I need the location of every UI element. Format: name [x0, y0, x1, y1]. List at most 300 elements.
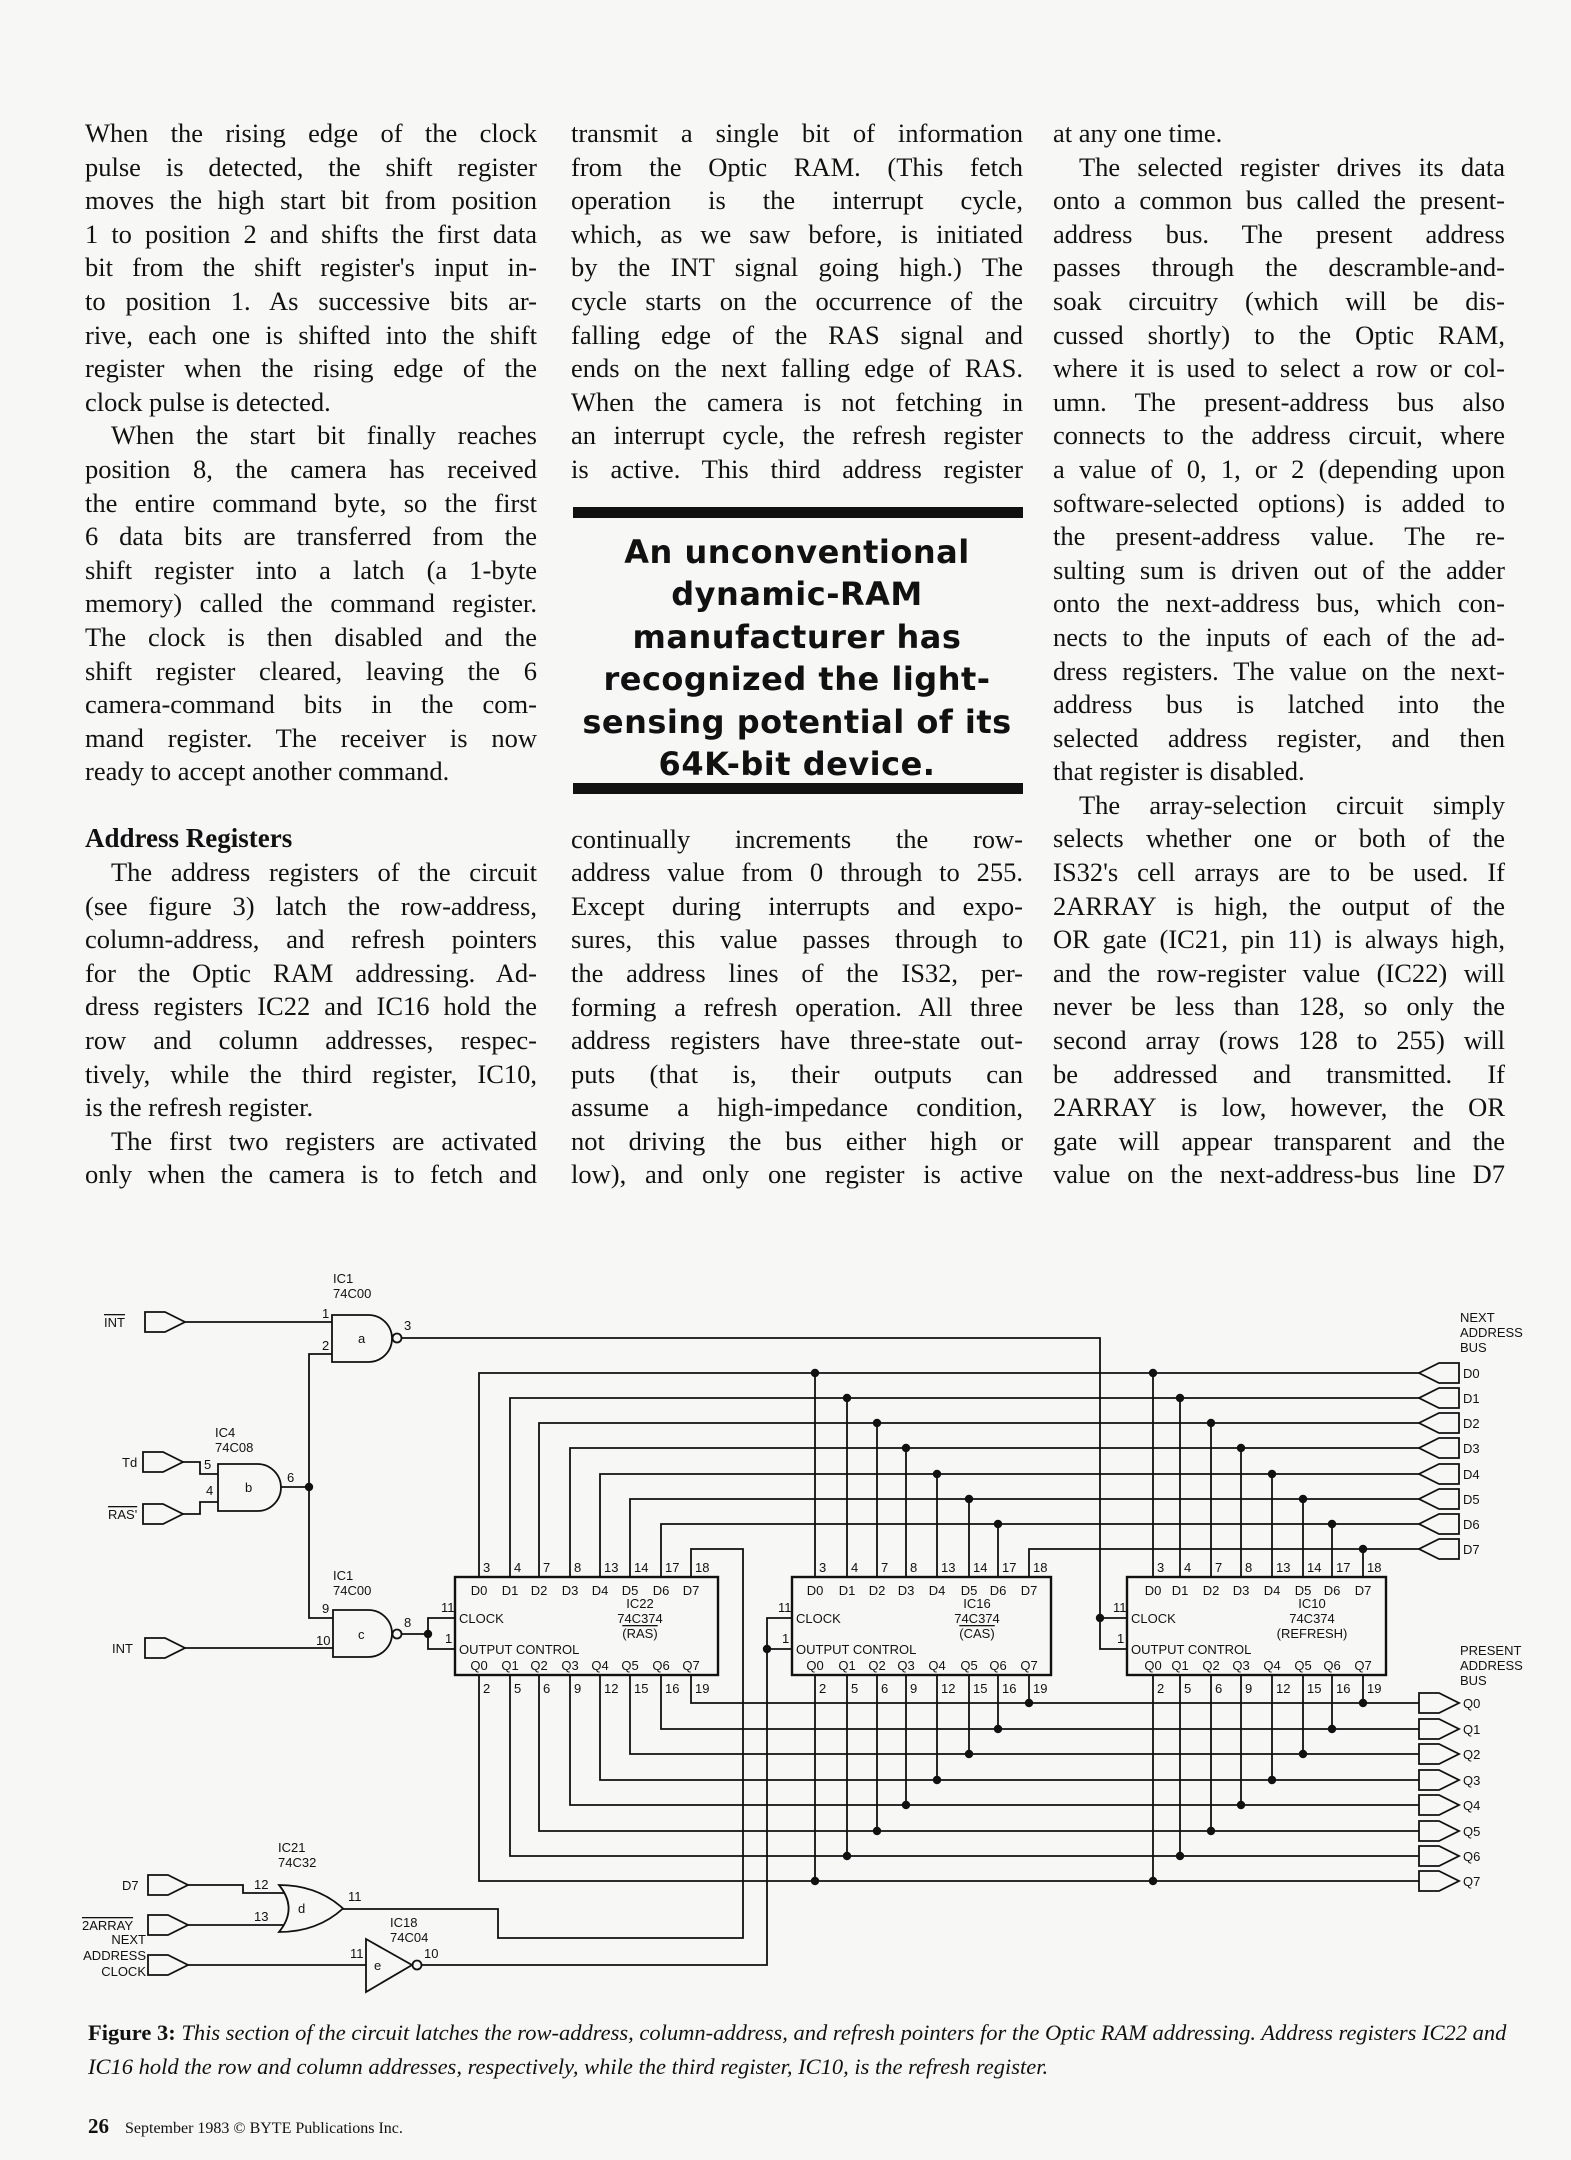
wire — [188, 1885, 284, 1893]
figure-3-schematic — [0, 1260, 1571, 2010]
text-line: software-selected options) is added to — [1053, 487, 1505, 518]
wire — [539, 1675, 1419, 1831]
gate-part-label: 74C04 — [390, 1930, 429, 1945]
section-heading: Address Registers — [85, 823, 293, 854]
pin-number: 9 — [322, 1601, 330, 1616]
text-line: shift register cleared, leaving the 6 — [85, 655, 537, 686]
text-line: for the Optic RAM addressing. Ad- — [85, 957, 537, 988]
pin-number: 2 — [1157, 1681, 1165, 1696]
q-output-label: Q5 — [1294, 1658, 1312, 1673]
pin-number: 15 — [1307, 1681, 1322, 1696]
q-output-label: Q6 — [652, 1658, 670, 1673]
wire — [570, 1448, 1419, 1577]
present-address-bus-connector — [1419, 1871, 1459, 1891]
d-input-label: D2 — [868, 1583, 886, 1598]
paragraph — [85, 117, 537, 419]
text-line: 2ARRAY is low, however, the OR — [1053, 1092, 1505, 1123]
text-line: When the camera is not fetching in — [571, 386, 1023, 417]
pin-number: 13 — [604, 1560, 619, 1575]
pin-number: 17 — [665, 1560, 680, 1575]
pin-number: 6 — [881, 1681, 889, 1696]
d-input-label: D1 — [501, 1583, 519, 1598]
text-line: forming a refresh operation. All three — [571, 991, 1023, 1022]
pin-number: 16 — [665, 1681, 680, 1696]
d-input-label: D4 — [591, 1583, 609, 1598]
text-line: value on the next-address-bus line D7 — [1053, 1159, 1505, 1190]
pin-number: 9 — [910, 1681, 918, 1696]
pin-number: 4 — [514, 1560, 522, 1575]
next-address-bus-line-label: D7 — [1463, 1542, 1480, 1557]
gate-ic-label: IC21 — [278, 1840, 306, 1855]
d-input-label: D2 — [1202, 1583, 1220, 1598]
junction-dot — [811, 1369, 819, 1377]
present-address-bus-line-label: Q5 — [1463, 1824, 1481, 1839]
register-ic-label: IC10 — [1298, 1596, 1326, 1611]
text-line: not driving the bus either high or — [571, 1125, 1023, 1156]
junction-dot — [1299, 1495, 1307, 1503]
pin-number: 2 — [322, 1338, 330, 1353]
pin-number: 17 — [1002, 1560, 1017, 1575]
pin-number: 18 — [1033, 1560, 1048, 1575]
pin-number: 1 — [1117, 1631, 1125, 1646]
pin-number: 10 — [424, 1946, 439, 1961]
pull-quote — [571, 487, 1023, 823]
gate-ic-label: IC1 — [333, 1271, 354, 1286]
pin-number: 12 — [604, 1681, 619, 1696]
register-role-label: (REFRESH) — [1276, 1626, 1348, 1641]
text-line: umn. The present-address bus also — [1053, 386, 1505, 417]
q-output-label: Q1 — [838, 1658, 856, 1673]
text-line: pulse is detected, the shift register — [85, 151, 537, 182]
q-output-label: Q2 — [1202, 1658, 1220, 1673]
junction-dot — [843, 1394, 851, 1402]
next-address-bus-connector — [1419, 1539, 1459, 1559]
d-input-label: D3 — [897, 1583, 915, 1598]
inversion-bubble — [393, 1630, 402, 1639]
pin-number: 15 — [973, 1681, 988, 1696]
pin-number: 5 — [1184, 1681, 1192, 1696]
gate-part-label: 74C32 — [278, 1855, 317, 1870]
text-line: sures, this value passes through to — [571, 924, 1023, 955]
junction-dot — [1149, 1369, 1157, 1377]
d-input-label: D1 — [1171, 1583, 1189, 1598]
pin-number: 8 — [574, 1560, 582, 1575]
junction-dot — [811, 1877, 819, 1885]
pin-number: 19 — [695, 1681, 710, 1696]
q-output-label: Q2 — [530, 1658, 548, 1673]
text-line: cussed shortly) to the Optic RAM, — [1053, 319, 1505, 350]
junction-dot — [1359, 1699, 1367, 1707]
text-line: ready to accept another command. — [85, 756, 450, 787]
text-column-left — [85, 117, 537, 1192]
pin-number: 8 — [404, 1615, 412, 1630]
text-line: address bus is latched into the — [1053, 689, 1505, 720]
text-line: connects to the address circuit, where — [1053, 420, 1505, 451]
junction-dot — [1299, 1750, 1307, 1758]
wire — [630, 1675, 1419, 1754]
d-input-label: D0 — [470, 1583, 488, 1598]
q-output-label: Q1 — [1171, 1658, 1189, 1673]
pin-number: 19 — [1033, 1681, 1048, 1696]
next-address-bus-connector — [1419, 1489, 1459, 1509]
pin-number: 10 — [316, 1633, 331, 1648]
register-part-label: 74C374 — [617, 1611, 663, 1626]
q-output-label: Q5 — [621, 1658, 639, 1673]
pin-number: 5 — [514, 1681, 522, 1696]
register-ic-label: IC16 — [963, 1596, 991, 1611]
input-connector-2array — [148, 1915, 188, 1935]
present-address-bus-connector — [1419, 1846, 1459, 1866]
gate-letter: b — [245, 1480, 253, 1495]
next-address-bus-line-label: D3 — [1463, 1441, 1480, 1456]
q-output-label: Q0 — [1144, 1658, 1162, 1673]
text-line: moves the high start bit from position — [85, 185, 537, 216]
pull-quote-line: sensing potential of its — [582, 702, 1012, 741]
gate-ic-label: IC18 — [390, 1915, 418, 1930]
clock-label: CLOCK — [1131, 1611, 1176, 1626]
pin-number: 9 — [574, 1681, 582, 1696]
junction-dot — [1176, 1852, 1184, 1860]
pin-number: 4 — [1184, 1560, 1192, 1575]
pin-number: 6 — [287, 1470, 295, 1485]
d-input-label: D3 — [1232, 1583, 1250, 1598]
junction-dot — [873, 1827, 881, 1835]
pin-number: 16 — [1336, 1681, 1351, 1696]
caption-text: This section of the circuit latches the row-address, column-address, and refresh pointers for the Optic RAM addressing. Address registers IC22 and IC16 hold the row and column addresses, respectively, while the third register, IC10, is the refresh register. — [88, 2020, 1507, 2079]
q-output-label: Q0 — [806, 1658, 824, 1673]
q-output-label: Q2 — [868, 1658, 886, 1673]
text-line: puts (that is, their outputs can — [571, 1058, 1023, 1089]
input-connector-d7 — [148, 1875, 188, 1895]
text-line: shift register into a latch (a 1-byte — [85, 554, 537, 585]
q-output-label: Q4 — [928, 1658, 946, 1673]
junction-dot — [965, 1495, 973, 1503]
pull-quote-line: recognized the light- — [603, 660, 991, 699]
pin-number: 14 — [1307, 1560, 1322, 1575]
text-line: 1 to position 2 and shifts the first data — [85, 218, 537, 249]
q-output-label: Q3 — [1232, 1658, 1250, 1673]
pin-number: 6 — [543, 1681, 551, 1696]
text-line: the entire command byte, so the first — [85, 487, 537, 518]
wire — [479, 1675, 1419, 1881]
pull-quote-line: manufacturer has — [632, 617, 962, 656]
pin-number: 14 — [634, 1560, 649, 1575]
wire — [183, 1462, 218, 1474]
q-output-label: Q6 — [1323, 1658, 1341, 1673]
pin-number: 7 — [1215, 1560, 1223, 1575]
text-line: 6 data bits are transferred from the — [85, 521, 537, 552]
junction-dot — [1237, 1444, 1245, 1452]
text-line: onto the next-address bus, which con- — [1053, 588, 1505, 619]
text-line: gate will appear transparent and the — [1053, 1125, 1505, 1156]
pin-number: 8 — [1245, 1560, 1253, 1575]
wire — [630, 1499, 1419, 1577]
next-address-bus-title: NEXT — [1460, 1310, 1495, 1325]
d-input-label: D0 — [1144, 1583, 1162, 1598]
junction-dot — [1268, 1470, 1276, 1478]
q-output-label: Q3 — [561, 1658, 579, 1673]
wire — [510, 1398, 1419, 1577]
pin-number: 1 — [322, 1306, 330, 1321]
q-output-label: Q7 — [1020, 1658, 1038, 1673]
wire — [1029, 1549, 1419, 1577]
text-line: cycle starts on the occurrence of the — [571, 285, 1023, 316]
present-address-bus-connector — [1419, 1719, 1459, 1739]
page-footer — [88, 2114, 403, 2139]
pin-number: 11 — [1113, 1600, 1127, 1615]
pin-number: 3 — [483, 1560, 491, 1575]
pin-number: 7 — [543, 1560, 551, 1575]
text-line: The clock is then disabled and the — [85, 621, 537, 652]
paragraph — [85, 1125, 537, 1192]
junction-dot — [1328, 1520, 1336, 1528]
pull-quote-rule — [573, 783, 1023, 794]
pin-number: 18 — [695, 1560, 710, 1575]
pin-number: 9 — [1245, 1681, 1253, 1696]
text-line: Except during interrupts and expo- — [571, 890, 1023, 921]
pin-number: 1 — [445, 1631, 453, 1646]
present-address-bus-connector — [1419, 1821, 1459, 1841]
text-line: When the start bit finally reaches — [111, 420, 537, 451]
pin-number: 13 — [1276, 1560, 1291, 1575]
text-line: selects whether one or both of the — [1053, 823, 1505, 854]
present-address-bus-line-label: Q7 — [1463, 1874, 1481, 1889]
next-address-bus-line-label: D2 — [1463, 1416, 1480, 1431]
text-line: onto a common bus called the present- — [1053, 185, 1505, 216]
paragraph — [571, 117, 1023, 487]
text-line: at any one time. — [1053, 118, 1223, 148]
text-line: camera-command bits in the com- — [85, 689, 537, 720]
present-address-bus-title: ADDRESS — [1460, 1658, 1523, 1673]
inversion-bubble — [393, 1334, 402, 1343]
text-line: passes through the descramble-and- — [1053, 252, 1505, 283]
q-output-label: Q6 — [989, 1658, 1007, 1673]
d-input-label: D6 — [989, 1583, 1007, 1598]
q-output-label: Q7 — [1354, 1658, 1372, 1673]
caption-label: Figure 3: — [88, 2020, 176, 2045]
text-line: position 8, the camera has received — [85, 453, 537, 484]
text-line: OR gate (IC21, pin 11) is always high, — [1053, 924, 1505, 955]
text-line: second array (rows 128 to 255) will — [1053, 1025, 1505, 1056]
register-ic22 — [455, 1577, 718, 1675]
text-line: mand register. The receiver is now — [85, 722, 537, 753]
text-line: selected address register, and then — [1053, 722, 1505, 753]
d-input-label: D5 — [1294, 1583, 1312, 1598]
gate-part-label: 74C00 — [333, 1583, 372, 1598]
output-control-label: OUTPUT CONTROL — [796, 1642, 917, 1657]
next-address-bus-line-label: D0 — [1463, 1366, 1480, 1381]
text-line: where it is used to select a row or col- — [1053, 353, 1505, 384]
text-line: The first two registers are activated — [111, 1125, 537, 1156]
register-role-label: (RAS) — [622, 1626, 658, 1641]
next-address-bus-line-label: D4 — [1463, 1467, 1480, 1482]
next-address-bus-title: ADDRESS — [1460, 1325, 1523, 1340]
output-control-label: OUTPUT CONTROL — [1131, 1642, 1252, 1657]
text-line: continually increments the row- — [571, 823, 1023, 854]
paragraph — [1053, 151, 1505, 789]
d-input-label: D0 — [806, 1583, 824, 1598]
pull-quote-line: 64K-bit device. — [658, 745, 936, 784]
pin-number: 5 — [851, 1681, 859, 1696]
text-line: which, as we saw before, is initiated — [571, 218, 1023, 249]
d-input-label: D5 — [621, 1583, 639, 1598]
next-address-bus-connector — [1419, 1438, 1459, 1458]
pull-quote-rule — [573, 507, 1023, 518]
present-address-bus-line-label: Q6 — [1463, 1849, 1481, 1864]
text-line: never be less than 128, so only the — [1053, 991, 1505, 1022]
paragraph — [1053, 789, 1505, 1192]
pin-number: 12 — [941, 1681, 956, 1696]
pin-number: 11 — [350, 1946, 364, 1961]
pin-number: 3 — [1157, 1560, 1165, 1575]
text-line: rive, each one is shifted into the shift — [85, 319, 537, 350]
d-input-label: D4 — [928, 1583, 946, 1598]
junction-dot — [902, 1444, 910, 1452]
text-line: IS32's cell arrays are to be used. If — [1053, 857, 1505, 888]
input-label-int: INT — [112, 1641, 133, 1656]
junction-dot — [1207, 1827, 1215, 1835]
or-gate-d — [279, 1885, 343, 1932]
q-output-label: Q7 — [682, 1658, 700, 1673]
text-line: ends on the next falling edge of RAS. — [571, 353, 1023, 384]
junction-dot — [1025, 1699, 1033, 1707]
present-address-bus-connector — [1419, 1744, 1459, 1764]
text-line: and the row-register value (IC22) will — [1053, 957, 1505, 988]
pin-number: 13 — [254, 1909, 269, 1924]
junction-dot — [873, 1419, 881, 1427]
pin-number: 11 — [778, 1600, 792, 1615]
junction-dot — [933, 1776, 941, 1784]
text-line: that register is disabled. — [1053, 756, 1305, 787]
text-line: register when the rising edge of the — [85, 353, 537, 384]
junction-dot — [1176, 1394, 1184, 1402]
clock-label: CLOCK — [459, 1611, 504, 1626]
gate-part-label: 74C08 — [215, 1440, 254, 1455]
text-line: When the rising edge of the clock — [85, 118, 537, 148]
pull-quote-line: dynamic-RAM — [671, 575, 923, 614]
text-line: address registers have three-state out- — [571, 1025, 1023, 1056]
text-line: 2ARRAY is high, the output of the — [1053, 890, 1505, 921]
paragraph — [85, 419, 537, 789]
gate-letter: e — [374, 1958, 382, 1973]
junction-dot — [994, 1520, 1002, 1528]
present-address-bus-line-label: Q3 — [1463, 1773, 1481, 1788]
q-output-label: Q4 — [591, 1658, 609, 1673]
pin-number: 2 — [483, 1681, 491, 1696]
register-ic16 — [792, 1577, 1051, 1675]
pin-number: 18 — [1367, 1560, 1382, 1575]
text-line: dress registers. The value on the next- — [1053, 655, 1505, 686]
input-label-next-address-clock: NEXT — [111, 1932, 146, 1947]
present-address-bus-connector — [1419, 1770, 1459, 1790]
pin-number: 7 — [881, 1560, 889, 1575]
text-line: clock pulse is detected. — [85, 386, 331, 417]
text-line: dress registers IC22 and IC16 hold the — [85, 991, 537, 1022]
pin-number: 12 — [254, 1877, 269, 1892]
input-label-next-address-clock: ADDRESS — [83, 1948, 146, 1963]
text-column-middle — [571, 117, 1023, 1192]
inversion-bubble — [413, 1961, 422, 1970]
text-line: is the refresh register. — [85, 1092, 314, 1123]
pin-number: 19 — [1367, 1681, 1382, 1696]
text-line: column-address, and refresh pointers — [85, 924, 537, 955]
next-address-bus-line-label: D1 — [1463, 1391, 1480, 1406]
text-line: The address registers of the circuit — [111, 857, 537, 888]
text-line: tively, while the third register, IC10, — [85, 1058, 537, 1089]
input-label-next-address-clock: CLOCK — [101, 1964, 146, 1979]
wire — [539, 1423, 1419, 1577]
text-line: soak circuitry (which will be dis- — [1053, 285, 1505, 316]
present-address-bus-connector — [1419, 1795, 1459, 1815]
junction-dot — [902, 1801, 910, 1809]
text-line: the present-address value. The re- — [1053, 521, 1505, 552]
gate-letter: d — [298, 1901, 306, 1916]
pin-number: 6 — [1215, 1681, 1223, 1696]
text-line: assume a high-impedance condition, — [571, 1092, 1023, 1123]
d-input-label: D2 — [530, 1583, 548, 1598]
d-input-label: D3 — [561, 1583, 579, 1598]
text-line: row and column addresses, respec- — [85, 1025, 537, 1056]
gate-ic-label: IC4 — [215, 1425, 236, 1440]
text-line: the address lines of the IS32, per- — [571, 957, 1023, 988]
present-address-bus-line-label: Q0 — [1463, 1696, 1481, 1711]
clock-label: CLOCK — [796, 1611, 841, 1626]
junction-dot — [1328, 1725, 1336, 1733]
register-role-label: (CAS) — [959, 1626, 995, 1641]
text-line: transmit a single bit of information — [571, 118, 1023, 148]
input-connector-td — [143, 1452, 183, 1472]
input-connector-ras-bar — [143, 1504, 183, 1524]
present-address-bus-title: BUS — [1460, 1673, 1487, 1688]
present-address-bus-connector — [1419, 1693, 1459, 1713]
pin-number: 16 — [1002, 1681, 1017, 1696]
text-line: a value of 0, 1, or 2 (depending upon — [1053, 453, 1505, 484]
next-address-bus-title: BUS — [1460, 1340, 1487, 1355]
input-label-ras-bar: RAS' — [108, 1507, 138, 1522]
wire — [479, 1373, 1419, 1577]
text-line: (see figure 3) latch the row-address, — [85, 890, 537, 921]
next-address-bus-connector — [1419, 1514, 1459, 1534]
d-input-label: D1 — [838, 1583, 856, 1598]
pin-number: 4 — [206, 1483, 214, 1498]
pin-number: 1 — [782, 1631, 790, 1646]
output-control-label: OUTPUT CONTROL — [459, 1642, 580, 1657]
pin-number: 17 — [1336, 1560, 1351, 1575]
gate-ic-label: IC1 — [333, 1568, 354, 1583]
next-address-bus-connector — [1419, 1464, 1459, 1484]
page-number: 26 — [88, 2114, 109, 2138]
pin-number: 14 — [973, 1560, 988, 1575]
d-input-label: D6 — [652, 1583, 670, 1598]
register-part-label: 74C374 — [954, 1611, 1000, 1626]
paragraph — [1053, 117, 1505, 151]
pin-number: 3 — [404, 1318, 412, 1333]
pin-number: 12 — [1276, 1681, 1291, 1696]
junction-dot — [1359, 1545, 1367, 1553]
text-line: address value from 0 through to 255. — [571, 857, 1023, 888]
register-part-label: 74C374 — [1289, 1611, 1335, 1626]
text-line: sulting sum is driven out of the adder — [1053, 554, 1505, 585]
d-input-label: D6 — [1323, 1583, 1341, 1598]
present-address-bus-line-label: Q2 — [1463, 1747, 1481, 1762]
input-label-2array: 2ARRAY — [82, 1918, 134, 1933]
junction-dot — [933, 1470, 941, 1478]
d-input-label: D4 — [1263, 1583, 1281, 1598]
input-label-td: Td — [122, 1455, 138, 1470]
junction-dot — [965, 1750, 973, 1758]
inverter-e — [366, 1939, 412, 1992]
present-address-bus-title: PRESENT — [1460, 1643, 1522, 1658]
